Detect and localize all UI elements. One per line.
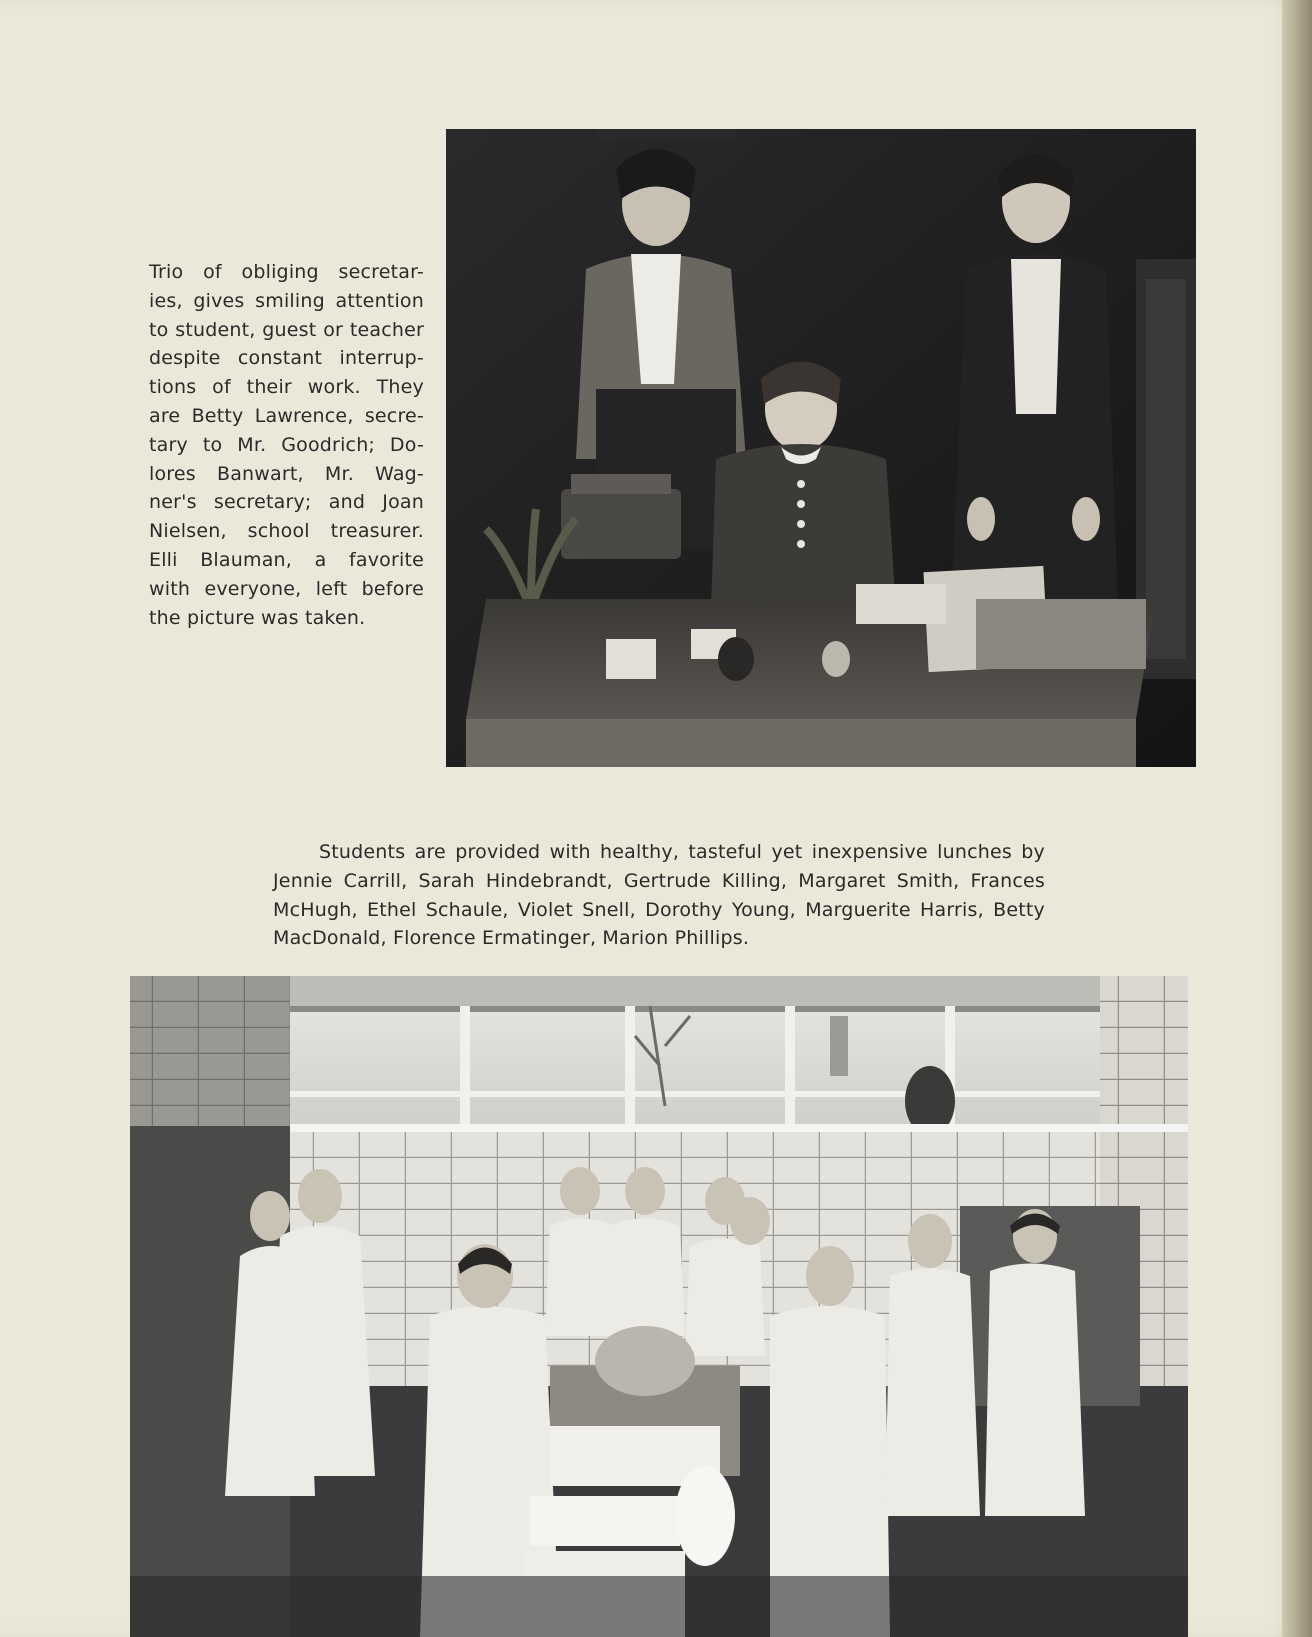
caption-line: ies, gives smiling attention [149,289,424,312]
page-edge [1282,0,1312,1637]
caption-line: Elli Blauman, a favorite [149,548,424,571]
caption-line: tions of their work. They [149,376,424,399]
caption-line: McHugh, Ethel Schaule, Violet Snell, Dorothy Young, Marguerite Harris, Betty [273,898,1045,921]
caption-line: Jennie Carrill, Sarah Hindebrandt, Gertrude Killing, Margaret Smith, Frances [273,869,1045,892]
caption-line: Nielsen, school treasurer. [149,520,424,543]
caption-line: tary to Mr. Goodrich; Do- [149,433,424,456]
lunch-staff-caption [273,838,1045,953]
caption-line: Students are provided with healthy, tasteful yet inexpensive lunches by [319,841,1045,863]
office-photo-icon [446,129,1196,767]
caption-line: Trio of obliging secretar- [149,261,424,283]
kitchen-photo [130,976,1188,1637]
kitchen-photo-icon [130,976,1188,1637]
caption-line: despite constant interrup- [149,347,424,370]
caption-line: are Betty Lawrence, secre- [149,404,424,427]
caption-line: the picture was taken. [149,606,366,629]
caption-line: MacDonald, Florence Ermatinger, Marion Phillips. [273,927,750,950]
secretaries-photo [446,129,1196,767]
caption-line: to student, guest or teacher [149,318,424,341]
secretaries-caption [149,258,424,632]
caption-line: ner's secretary; and Joan [149,491,424,514]
caption-line: lores Banwart, Mr. Wag- [149,462,424,485]
caption-line: with everyone, left before [149,577,424,600]
